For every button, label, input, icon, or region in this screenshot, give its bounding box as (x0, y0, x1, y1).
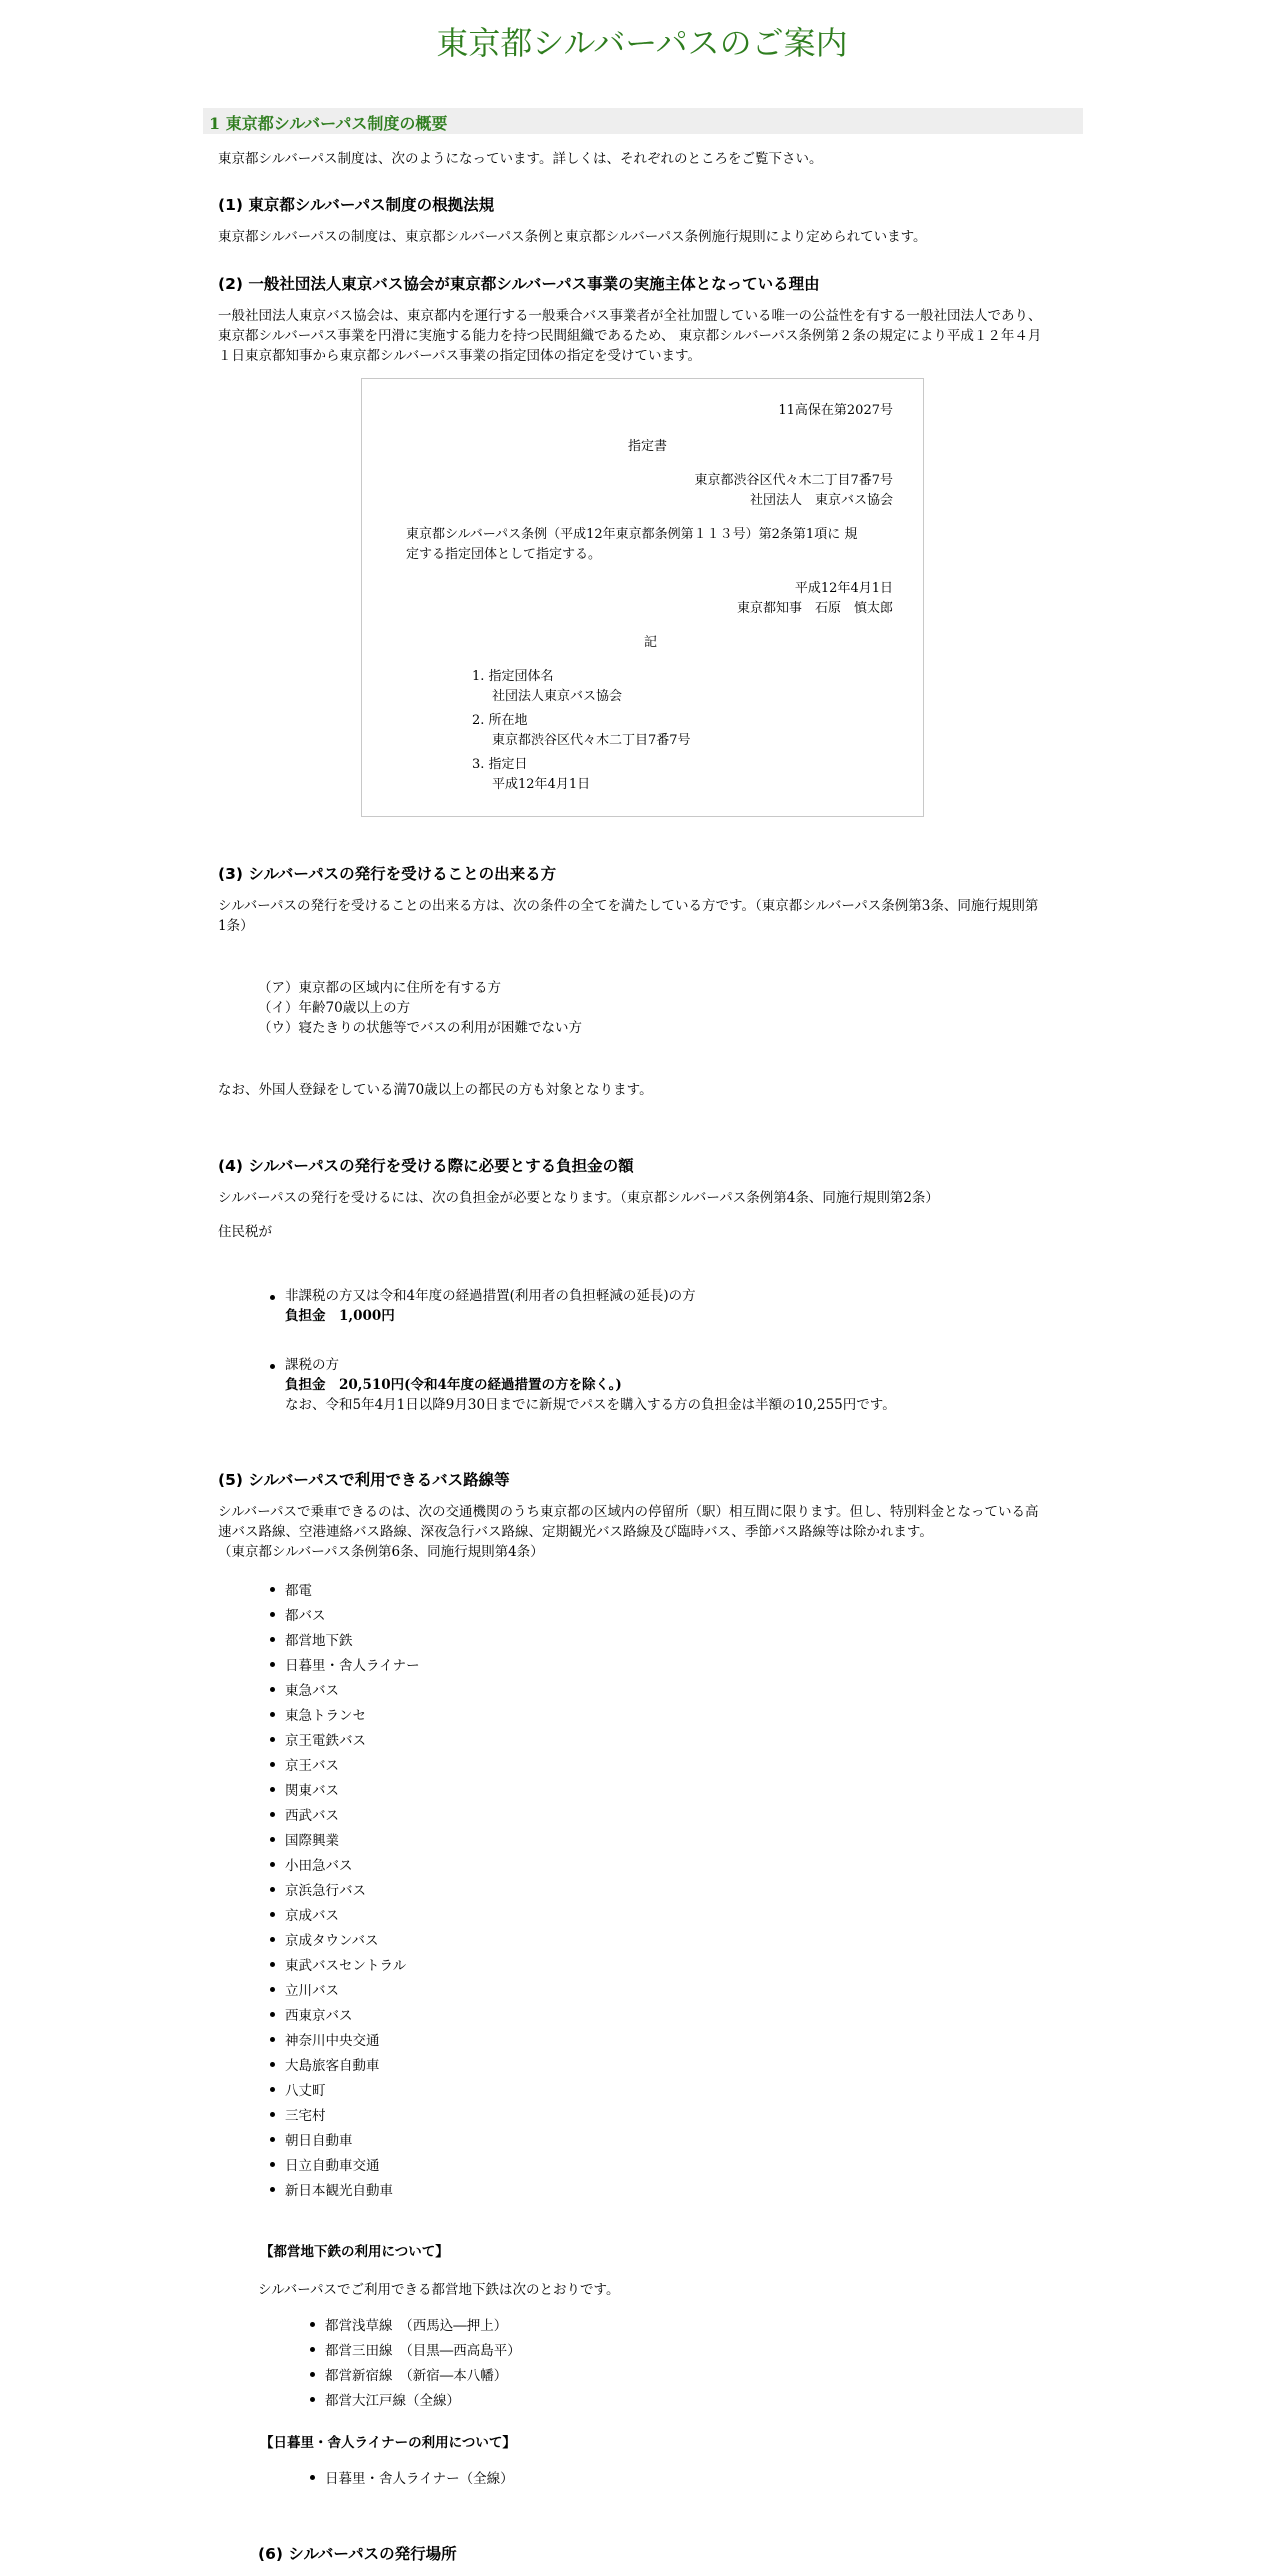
subway-line-item: 都営大江戸線（全線） (325, 2393, 460, 2409)
designation-document (361, 378, 924, 817)
bullet-dot (310, 2322, 315, 2327)
sub2-heading: (2) 一般社団法人東京バス協会が東京都シルバーパス事業の実施主体となっている理由 (218, 275, 820, 293)
sub2-line3: １日東京都知事から東京都シルバーパス事業の指定団体の指定を受けています。 (218, 348, 701, 364)
condition-i: （イ）年齢70歳以上の方 (258, 1000, 411, 1016)
designation-body-2: 定する指定団体として指定する。 (406, 547, 602, 562)
bullet-dot (270, 1762, 275, 1767)
bullet-dot (270, 1737, 275, 1742)
operator-list-item: 関東バス (285, 1783, 339, 1799)
fee-tax-label: 課税の方 (285, 1357, 339, 1373)
bullet-dot (270, 2112, 275, 2117)
bullet-dot (270, 1612, 275, 1617)
bullet-dot (270, 1962, 275, 1967)
sub4-heading: (4) シルバーパスの発行を受ける際に必要とする負担金の額 (218, 1157, 634, 1175)
operator-list-item: 都バス (285, 1608, 326, 1624)
bullet-dot (270, 1637, 275, 1642)
sub3-note: なお、外国人登録をしている満70歳以上の都民の方も対象となります。 (218, 1082, 653, 1098)
page-title: 東京都シルバーパスのご案内 (436, 24, 848, 62)
operator-list-item: 東武バスセントラル (285, 1958, 407, 1974)
designation-title: 指定書 (628, 439, 668, 454)
operator-list-item: 新日本観光自動車 (285, 2183, 393, 2199)
operator-list-item: 京王電鉄バス (285, 1733, 366, 1749)
bullet-dot (270, 2162, 275, 2167)
sub5-heading: (5) シルバーパスで利用できるバス路線等 (218, 1471, 510, 1489)
designation-item-value: 平成12年4月1日 (492, 777, 591, 792)
operator-list-item: 西武バス (285, 1808, 339, 1824)
section-1-intro: 東京都シルバーパス制度は、次のようになっています。詳しくは、それぞれのところをご覧下さい。 (218, 151, 823, 167)
subway-line-item: 都営新宿線 （新宿―本八幡） (325, 2368, 508, 2384)
designation-item-value: 東京都渋谷区代々木二丁目7番7号 (492, 733, 691, 748)
operator-list-item: 大島旅客自動車 (285, 2058, 380, 2074)
bullet-dot (270, 1987, 275, 1992)
nippori-line-item: 日暮里・舎人ライナー（全線） (325, 2471, 514, 2487)
bullet-dot (270, 1837, 275, 1842)
subway-text: シルバーパスでご利用できる都営地下鉄は次のとおりです。 (258, 2282, 620, 2298)
bullet-dot (270, 1887, 275, 1892)
designation-date: 平成12年4月1日 (794, 581, 893, 596)
fee-tax-amount: 負担金 20,510円(令和4年度の経過措置の方を除く。) (285, 1377, 622, 1393)
operator-list-item: 三宅村 (285, 2108, 326, 2124)
bullet-dot (270, 1687, 275, 1692)
sub5-line3: （東京都シルバーパス条例第6条、同施行規則第4条） (218, 1544, 544, 1560)
bullet-dot (270, 1862, 275, 1867)
sub3-line1: シルバーパスの発行を受けることの出来る方は、次の条件の全てを満たしている方です。（東京都シルバーパス条例第3条、同施行規則第 (218, 898, 1039, 914)
sub3-heading: (3) シルバーパスの発行を受けることの出来る方 (218, 865, 557, 883)
section-1-header (203, 108, 1083, 134)
bullet-dot (270, 1662, 275, 1667)
sub3-line2: 1条） (218, 918, 254, 934)
designation-ki: 記 (644, 635, 658, 650)
bullet-dot (270, 1364, 275, 1369)
operator-list-item: 西東京バス (285, 2008, 353, 2024)
sub6-heading: (6) シルバーパスの発行場所 (258, 2545, 457, 2563)
designation-number: 11高保在第2027号 (778, 403, 893, 418)
sub1-heading: (1) 東京都シルバーパス制度の根拠法規 (218, 196, 495, 214)
designation-org: 社団法人 東京バス協会 (749, 493, 893, 508)
bullet-dot (270, 2062, 275, 2067)
designation-signer: 東京都知事 石原 慎太郎 (736, 601, 893, 616)
sub4-text: シルバーパスの発行を受けるには、次の負担金が必要となります。（東京都シルバーパス条例第4条、同施行規則第2条） (218, 1190, 939, 1206)
operator-list-item: 国際興業 (285, 1833, 339, 1849)
bullet-dot (270, 2012, 275, 2017)
operator-list-item: 日立自動車交通 (285, 2158, 380, 2174)
sub5-line1: シルバーパスで乗車できるのは、次の交通機関のうち東京都の区域内の停留所（駅）相互間に限ります。但し、特別料金となっている高 (218, 1504, 1039, 1520)
bullet-dot (310, 2347, 315, 2352)
designation-item-label: 2. 所在地 (472, 713, 528, 728)
bullet-dot (270, 1587, 275, 1592)
bullet-dot (270, 2087, 275, 2092)
condition-u: （ウ）寝たきりの状態等でバスの利用が困難でない方 (258, 1020, 582, 1036)
bullet-dot (310, 2397, 315, 2402)
fee-nontax-amount: 負担金 1,000円 (285, 1308, 395, 1324)
bullet-dot (310, 2372, 315, 2377)
bullet-dot (270, 1937, 275, 1942)
bullet-dot (270, 2187, 275, 2192)
operator-list-item: 小田急バス (285, 1858, 353, 1874)
operator-list-item: 東急トランセ (285, 1708, 366, 1724)
subway-line-item: 都営浅草線 （西馬込―押上） (325, 2318, 508, 2334)
designation-item-value: 社団法人東京バス協会 (492, 689, 623, 704)
operator-list-item: 八丈町 (285, 2083, 326, 2099)
fee-nontax-label: 非課税の方又は令和4年度の経過措置(利用者の負担軽減の延長)の方 (285, 1288, 696, 1304)
designation-body-1: 東京都シルバーパス条例（平成12年東京都条例第１１３号）第2条第1項に 規 (406, 527, 858, 542)
sub5-line2: 速バス路線、空港連絡バス路線、深夜急行バス路線、定期観光バス路線及び臨時バス、季節バス路線等は除かれます。 (218, 1524, 933, 1540)
bullet-dot (270, 1812, 275, 1817)
nippori-heading: 【日暮里・舎人ライナーの利用について】 (260, 2435, 516, 2451)
section-1-heading: 1 東京都シルバーパス制度の概要 (209, 114, 448, 133)
operator-list-item: 日暮里・舎人ライナー (285, 1658, 420, 1674)
bullet-dot (270, 2137, 275, 2142)
subway-heading: 【都営地下鉄の利用について】 (260, 2244, 449, 2260)
operator-list-item: 東急バス (285, 1683, 339, 1699)
operator-list-item: 京成バス (285, 1908, 339, 1924)
sub2-line2: 東京都シルバーパス事業を円滑に実施する能力を持つ民間組織であるため、 東京都シルバーパス条例第２条の規定により平成１２年４月 (218, 328, 1042, 344)
operator-list-item: 朝日自動車 (285, 2133, 353, 2149)
operator-list-item: 京浜急行バス (285, 1883, 366, 1899)
operator-list-item: 京王バス (285, 1758, 339, 1774)
bullet-dot (270, 1787, 275, 1792)
operator-list-item: 都電 (285, 1583, 312, 1599)
sub1-text: 東京都シルバーパスの制度は、東京都シルバーパス条例と東京都シルバーパス条例施行規則により定められています。 (218, 229, 927, 245)
bullet-dot (270, 1912, 275, 1917)
designation-item-label: 3. 指定日 (472, 757, 528, 772)
subway-line-item: 都営三田線 （目黒―西高島平） (325, 2343, 521, 2359)
designation-item-label: 1. 指定団体名 (472, 669, 554, 684)
operator-list-item: 都営地下鉄 (285, 1633, 353, 1649)
bullet-dot (270, 1295, 275, 1300)
fee-tax-note: なお、令和5年4月1日以降9月30日までに新規でパスを購入する方の負担金は半額の10,255円です。 (285, 1397, 896, 1413)
bullet-dot (270, 1712, 275, 1717)
designation-address: 東京都渋谷区代々木二丁目7番7号 (694, 473, 893, 488)
operator-list-item: 立川バス (285, 1983, 339, 1999)
bullet-dot (270, 2037, 275, 2042)
condition-a: （ア）東京都の区域内に住所を有する方 (258, 980, 501, 996)
operator-list-item: 京成タウンバス (285, 1933, 379, 1949)
sub4-resident: 住民税が (218, 1224, 272, 1240)
bullet-dot (310, 2475, 315, 2480)
sub2-line1: 一般社団法人東京バス協会は、東京都内を運行する一般乗合バス事業者が全社加盟している唯一の公益性を有する一般社団法人であり、 (218, 308, 1042, 324)
operator-list-item: 神奈川中央交通 (285, 2033, 380, 2049)
